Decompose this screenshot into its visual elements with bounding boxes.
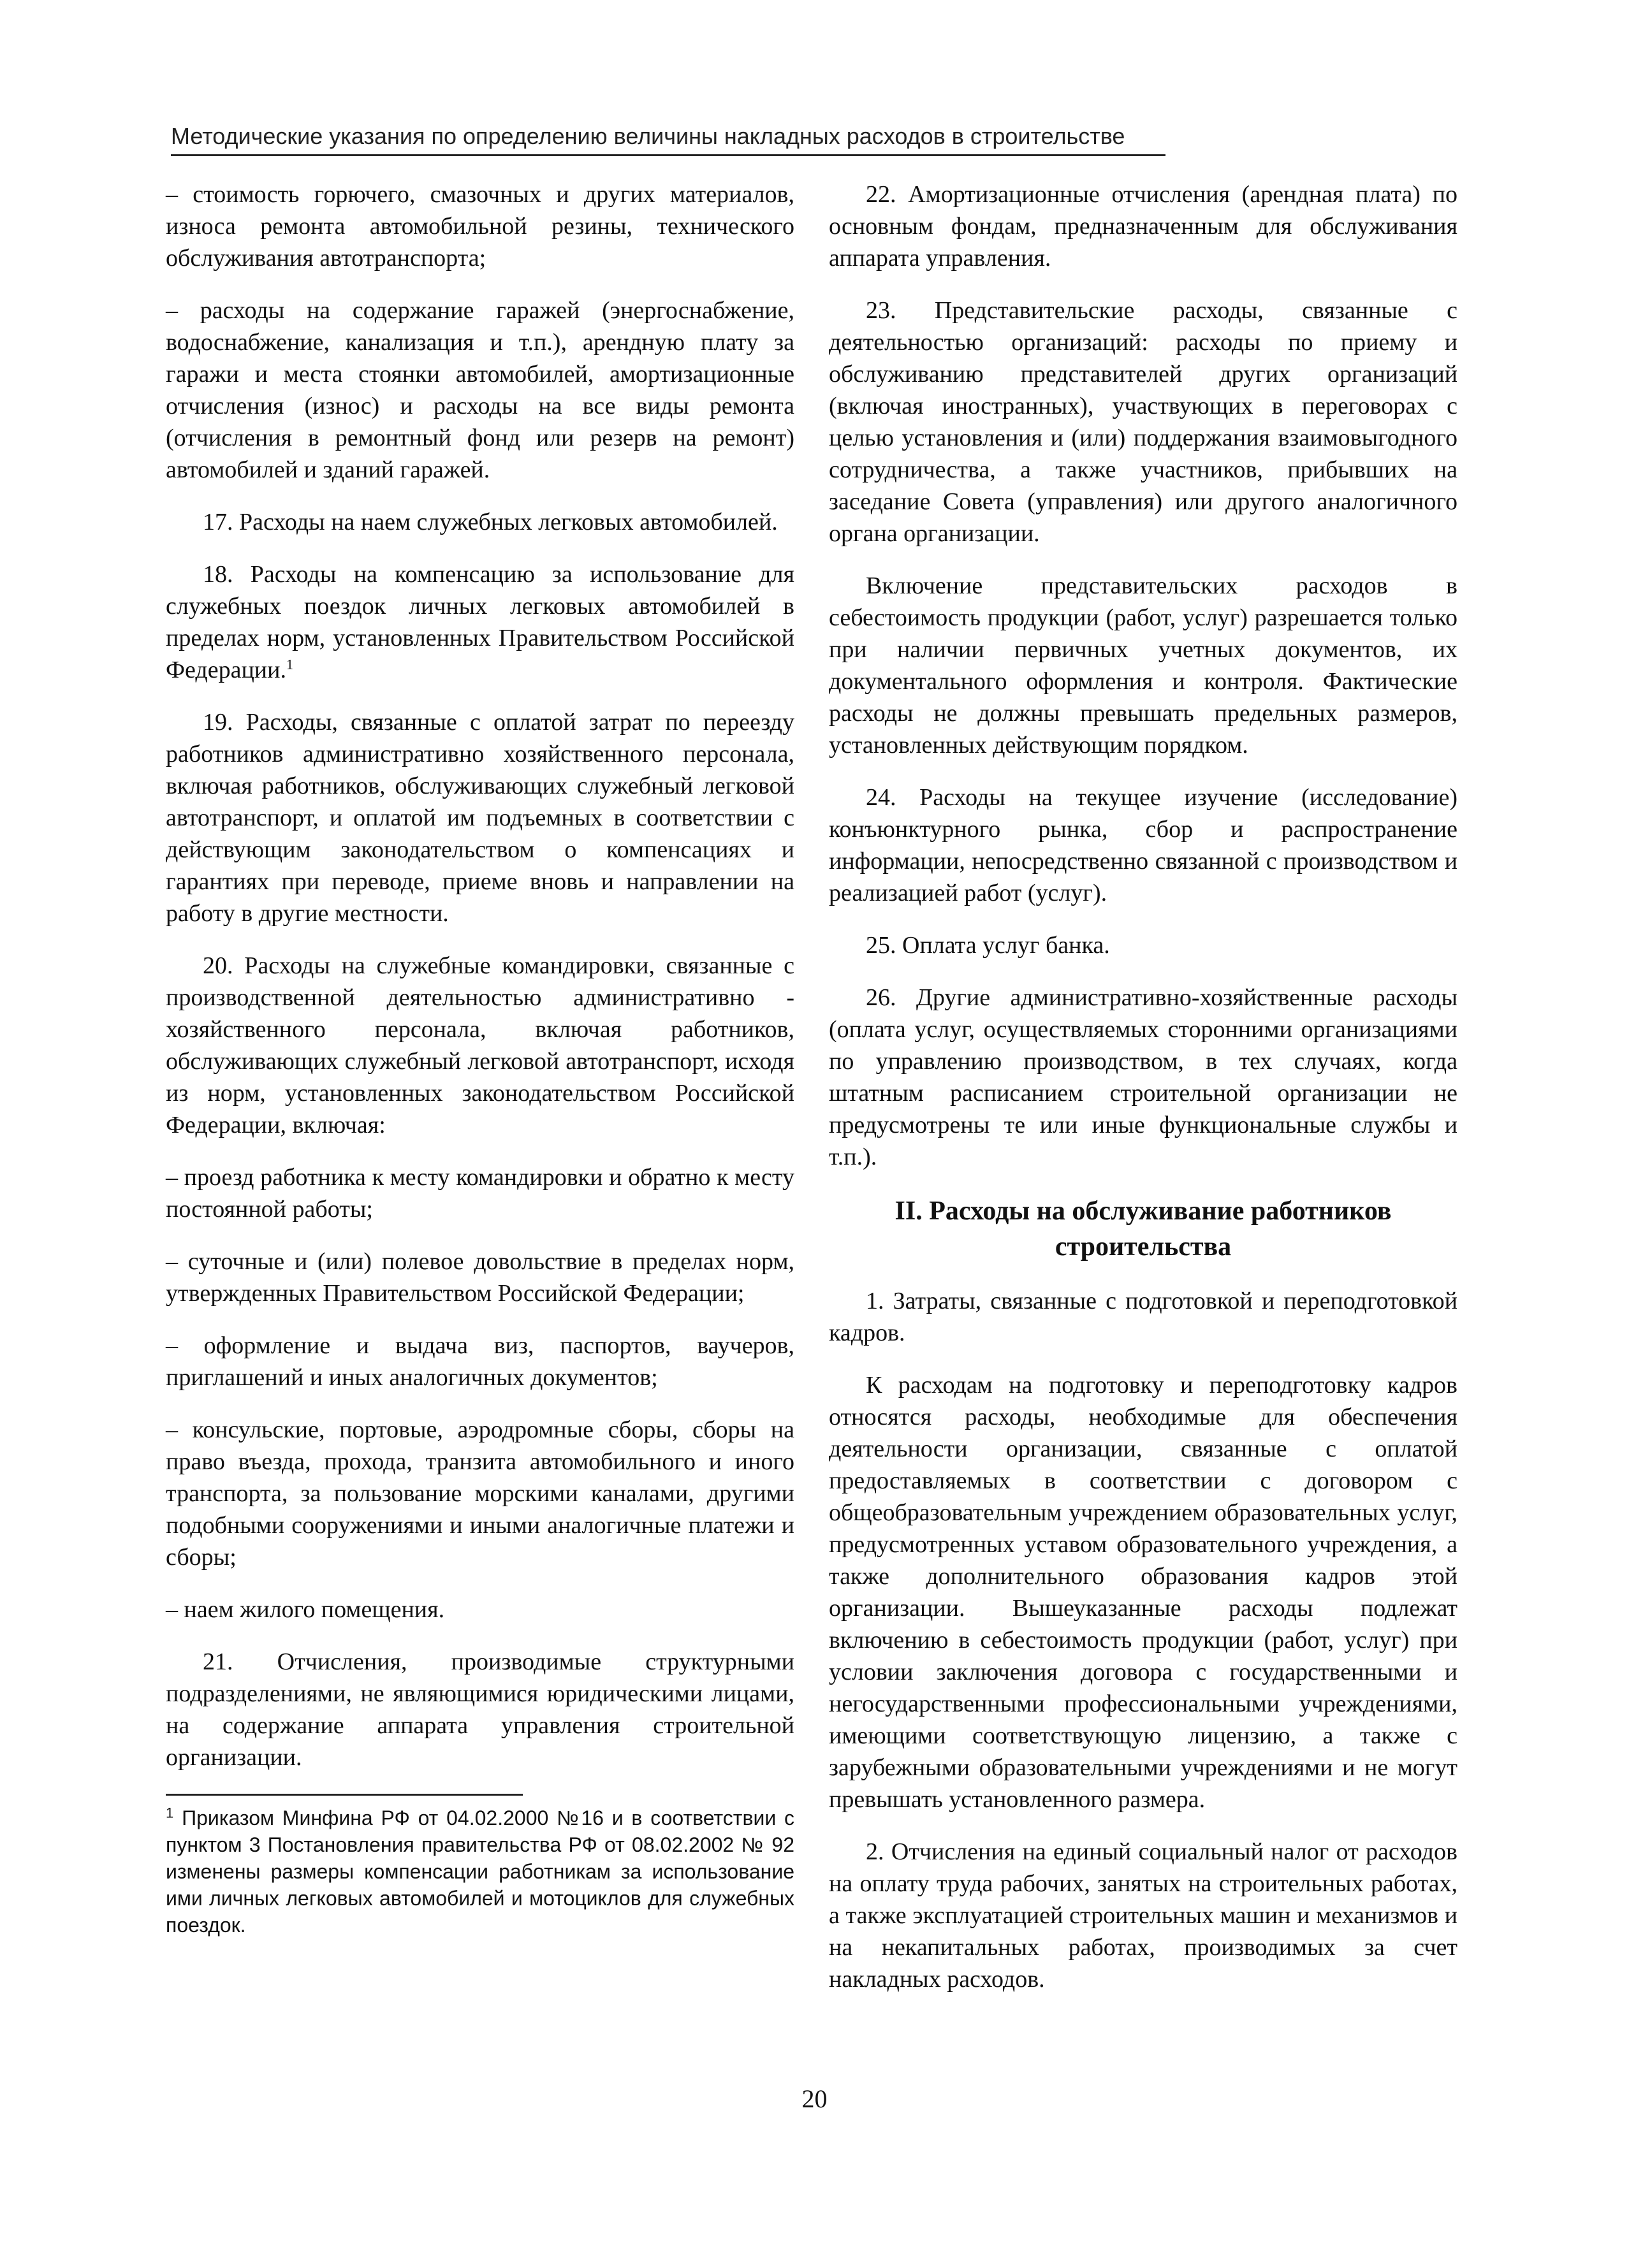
running-header: Методические указания по определению величины накладных расходов в строительстве [171,121,1165,156]
paragraph-item-20: 20. Расходы на служебные командировки, связанные с производственной деятельностью административно - хозяйственного персонала, включая работников, обслуживающих служебный легковой автотранспорт, исходя из норм, установленных законодательством Российской Федерации, включая: [166,952,794,1138]
paragraph-visas: – оформление и выдача виз, паспортов, ваучеров, приглашений и иных аналогичных документов; [166,1332,794,1391]
paragraph-item-25: 25. Оплата услуг банка. [866,932,1110,959]
section-heading: II. Расходы на обслуживание работников строительства [895,1196,1392,1261]
paragraph-item-19: 19. Расходы, связанные с оплатой затрат по переезду работников административно хозяйственного персонала, включая работников, обслуживающих служебный легковой автотранспорт, и оплатой им подъемных в соответствии с действующим законодательством о компенсациях и гарантиях при переводе, приеме вновь и направлении на работу в другие местности. [166,709,794,927]
page-number: 20 [801,2084,828,2113]
paragraph-garage-costs: – расходы на содержание гаражей (энергоснабжение, водоснабжение, канализация и т.п.), арендную плату за гаражи и места стоянки автомобилей, амортизационные отчисления (износ) и расходы на все виды ремонта (отчисления в ремонтный фонд или резерв на ремонт) автомобилей и зданий гаражей. [166,297,794,483]
paragraph-representation-costs: Включение представительских расходов в себестоимость продукции (работ, услуг) разрешается только при наличии первичных учетных документов, их документального оформления и контроля. Фактические расходы не должны превышать предельных размеров, установленных действующим порядком. [829,572,1457,759]
footnote-text: Приказом Минфина РФ от 04.02.2000 №16 и в соответствии с пунктом 3 Постановления правительства РФ от 08.02.2002 № 92 изменены размеры компенсации работникам за использование ими личных легковых автомобилей и мотоциклов для служебных поездок. [166,1806,795,1937]
footnote-marker: 1 [166,1805,174,1821]
paragraph-section-item-2: 2. Отчисления на единый социальный налог от расходов на оплату труда рабочих, занятых на строительных работах, а также эксплуатацией строительных машин и механизмов и на некапитальных работах, производимых за счет накладных расходов. [829,1838,1457,1993]
paragraph-item-21: 21. Отчисления, производимые структурными подразделениями, не являющимися юридическими лицами, на содержание аппарата управления строительной организации. [166,1648,794,1771]
paragraph-fees: – консульские, портовые, аэродромные сборы, сборы на право въезда, прохода, транзита автомобильного и иного транспорта, за пользование морскими каналами, другими подобными сооружениями и иными аналогичные платежи и сборы; [166,1416,794,1571]
paragraph-housing: – наем жилого помещения. [166,1596,445,1623]
paragraph-travel: – проезд работника к месту командировки и обратно к месту постоянной работы; [166,1164,794,1223]
footnote [166,1805,794,1938]
paragraph-item-22: 22. Амортизационные отчисления (арендная плата) по основным фондам, предназначенным для обслуживания аппарата управления. [829,181,1457,272]
paragraph-item-17: 17. Расходы на наем служебных легковых автомобилей. [203,509,778,535]
paragraph-fuel-costs: – стоимость горючего, смазочных и других материалов, износа ремонта автомобильной резины, технического обслуживания автотранспорта; [166,181,794,272]
paragraph-training-costs: К расходам на подготовку и переподготовку кадров относятся расходы, необходимые для обеспечения деятельности организации, связанные с оплатой предоставляемых в соответствии с договором с общеобразовательным учреждением образовательных услуг, предусмотренных уставом образовательного учреждения, а также дополнительного образования кадров этой организации. Вышеуказанные расходы подлежат включению в себестоимость продукции (работ, услуг) при условии заключения договора с государственными и негосударственными профессиональными учреждениями, имеющими соответствующую лицензию, а также с зарубежными образовательными учреждениями и не могут превышать установленного размера. [829,1372,1457,1813]
paragraph-item-18 [166,558,794,686]
right-column [829,178,1457,2016]
paragraph-item-26: 26. Другие административно-хозяйственные расходы (оплата услуг, осуществляемых сторонними организациями по управлению производством, в тех случаях, когда штатным расписанием строительной организации не предусмотрены те или иные функциональные службы и т.п.). [829,984,1457,1170]
footnote-reference: 1 [286,656,293,672]
paragraph-per-diem: – суточные и (или) полевое довольствие в пределах норм, утвержденных Правительством Российской Федерации; [166,1248,794,1307]
footnote-divider [166,1794,523,1796]
paragraph-item-23: 23. Представительские расходы, связанные с деятельностью организаций: расходы по приему и обслуживанию представителей других организаций (включая иностранных), участвующих в переговорах с целью установления и (или) поддержания взаимовыгодного сотрудничества, а также участников, прибывших на заседание Совета (управления) или другого аналогичного органа организации. [829,297,1457,547]
paragraph-section-item-1: 1. Затраты, связанные с подготовкой и переподготовкой кадров. [829,1288,1457,1346]
left-column [166,178,794,1938]
paragraph-item-18-text: 18. Расходы на компенсацию за использование для служебных поездок личных легковых автомобилей в пределах норм, установленных Правительством Российской Федерации. [166,561,794,683]
paragraph-item-24: 24. Расходы на текущее изучение (исследование) конъюнктурного рынка, сбор и распространение информации, непосредственно связанной с производством и реализацией работ (услуг). [829,784,1457,906]
